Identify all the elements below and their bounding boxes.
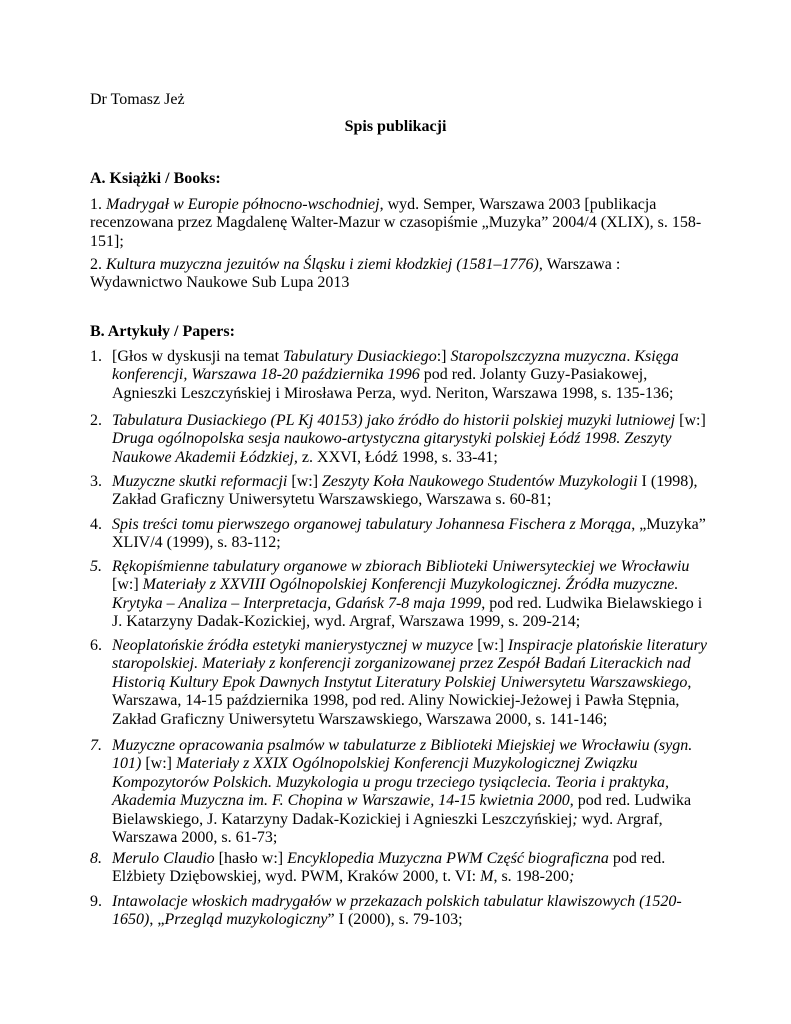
text-run: Encyklopedia Muzyczna PWM Część biograficzna [287, 850, 609, 867]
paper-entry [90, 348, 710, 403]
text-run: [w:] [675, 412, 706, 429]
text-run: Księga konferencji, Warszawa 18-20 października 1996 [112, 348, 679, 384]
paper-entry [90, 737, 710, 847]
text-run: ; [569, 868, 575, 886]
text-run: Staropolszczyzna muzyczna [450, 348, 627, 365]
entry-text [112, 348, 710, 403]
entry-text [112, 850, 710, 887]
paper-entry [90, 893, 710, 930]
entry-text [112, 637, 710, 729]
entry-number: 1. [90, 348, 102, 365]
text-run: Kultura muzyczna jezuitów na Śląsku i ziemi kłodzkiej (1581–1776) [106, 256, 539, 273]
text-run: 1. [90, 196, 106, 213]
text-run: wyd. PWM, Kraków 2000, t. VI: [261, 868, 481, 886]
entry-text [112, 558, 710, 632]
text-run: Neoplatońskie źródła estetyki manierystycznej w muzyce [112, 637, 474, 654]
text-run: Przegląd muzykologiczny [164, 911, 328, 929]
text-run: [Głos w dyskusji na temat [112, 348, 284, 365]
entry-text [112, 473, 710, 510]
text-run: pod red. Jolanty Guzy-Pasiakowej, Agnieszki Leszczyńskiej i Mirosława Perza, wyd. Neriton, Warszawa 1998, s. 135-136; [112, 366, 674, 402]
book-entry [90, 196, 705, 251]
text-run: [w:] [473, 637, 508, 654]
text-run: [w:] [141, 755, 176, 773]
text-run: 2. [90, 256, 106, 273]
text-run: :] [436, 348, 451, 365]
paper-entry [90, 516, 710, 553]
text-run: , Warszawa, 14-15 października 1998, pod red. Aliny Nowickiej-Jeżowej i Pawła Stępnia, Zakład Graficzny Uniwersytetu Warszawskiego, Warszawa 2000, s. 141-146; [112, 673, 692, 728]
section-b-heading: B. Artykuły / Papers: [90, 323, 235, 340]
entry-number: 3. [90, 473, 102, 490]
text-run: Materiały z XXIX Ogólnopolskiej Konferencji Muzykologicznej Związku Kompozytorów Polskich. Muzykologia u progu trzeciego tysiąclecia. Teoria i praktyka, Akademia Muzyczna im. F. Chopina w Warszawie, 14-15 kwietnia 2000 [112, 755, 669, 810]
paper-entry [90, 558, 710, 632]
entry-number: 6. [90, 637, 102, 654]
text-run: Merulo Claudio [112, 850, 215, 867]
entry-text [112, 893, 710, 930]
text-run: , „ [149, 911, 165, 929]
author-name: Dr Tomasz Jeż [90, 91, 185, 108]
text-run: pod red. Elżbiety Dziębowskiej [112, 850, 666, 886]
entry-number: 2. [90, 412, 102, 429]
entry-text [112, 412, 710, 467]
text-run: Muzyczne opracowania psalmów w tabulaturze z Biblioteki Miejskiej we Wrocławiu (sygn. 101) [112, 737, 693, 773]
text-run: Zeszyty Koła Naukowego Studentów Muzykologii [322, 473, 638, 490]
section-a-heading: A. Książki / Books: [90, 170, 221, 187]
text-run: Intawolacje włoskich madrygałów w przekazach polskich tabulatur klawiszowych (1520-1650) [112, 893, 682, 929]
text-run: Muzyczne skutki reformacji [112, 473, 288, 490]
entry-text [112, 737, 710, 847]
text-run: Tabulatury Dusiackiego [283, 348, 437, 365]
text-run: ; [572, 810, 578, 828]
text-run: , [257, 868, 262, 886]
paper-entry [90, 473, 710, 510]
paper-entry [90, 637, 710, 729]
text-run: Madrygał w Europie północno-wschodniej [106, 196, 380, 213]
text-run: [w:] [112, 576, 143, 594]
text-run: , pod red. Ludwika Bielawskiego, J. Katarzyny Dadak-Kozickiej i Agnieszki Leszczyńskiej [112, 792, 692, 828]
entry-number: 8. [90, 850, 102, 867]
text-run: , pod red. Ludwika Bielawskiego i J. Katarzyny Dadak-Kozickiej, wyd. Argraf, Warszawa 1999, s. 209-214; [112, 594, 703, 631]
text-run: Inspiracje platońskie literatury staropolskiej. Materiały z konferencji zorganizowanej przez Zespół Badań Literackich nad Historią Kultury Epok Dawnych Instytut Literatury Polskiej Uniwersytetu Warszawskiego [112, 637, 707, 691]
paper-entry [90, 850, 710, 887]
text-run: [hasło w:] [214, 850, 288, 867]
entry-number: 4. [90, 516, 102, 533]
entry-number: 7. [90, 737, 102, 754]
text-run: Rękopiśmienne tabulatury organowe w zbiorach Biblioteki Uniwersyteckiej we Wrocławiu [112, 558, 690, 575]
entry-number: 5. [90, 558, 102, 575]
text-run: z. XXVI, Łódź 1998, s. 33-41; [297, 448, 498, 466]
text-run: , „Muzyka” XLIV/4 (1999), s. 83-112; [112, 516, 706, 552]
document-title: Spis publikacji [344, 118, 447, 135]
text-run: I (1998), Zakład Graficzny Uniwersytetu Warszawskiego, Warszawa s. 60-81; [112, 473, 698, 509]
text-run: [w:] [287, 473, 323, 490]
text-run: Materiały z XXVIII Ogólnopolskiej Konferencji Muzykologicznej. Źródła muzyczne. Krytyka – Analiza – Interpretacja, Gdańsk 7-8 maja 1999 [112, 576, 679, 612]
entry-number: 9. [90, 893, 102, 910]
paper-entry [90, 412, 710, 467]
text-run: M [480, 868, 494, 886]
text-run: Druga ogólnopolska sesja naukowo-artystyczna gitarystyki polskiej Łódź 1998. Zeszyty Naukowe Akademii Łódzkiej, [112, 430, 672, 466]
text-run: , wyd. Semper, Warszawa 2003 [publikacja recenzowana przez Magdalenę Walter-Mazur w czasopiśmie „Muzyka” 2004/4 (XLIX), s. 158-151]; [90, 196, 702, 250]
text-run: Tabulatura Dusiackiego (PL Kj 40153) jako źródło do historii polskiej muzyki lutniowej [112, 412, 676, 429]
text-run: wyd. Argraf, Warszawa 2000, s. 61-73; [112, 810, 663, 847]
text-run: . [626, 348, 635, 365]
text-run: , s. 198-200 [493, 868, 569, 886]
text-run: ” I (2000), s. 79-103; [327, 911, 463, 929]
text-run: , Warszawa : Wydawnictwo Naukowe Sub Lupa 2013 [90, 256, 621, 292]
entry-text [112, 516, 710, 553]
text-run: Spis treści tomu pierwszego organowej tabulatury Johannesa Fischera z Morąga [112, 516, 632, 533]
book-entry [90, 256, 705, 293]
